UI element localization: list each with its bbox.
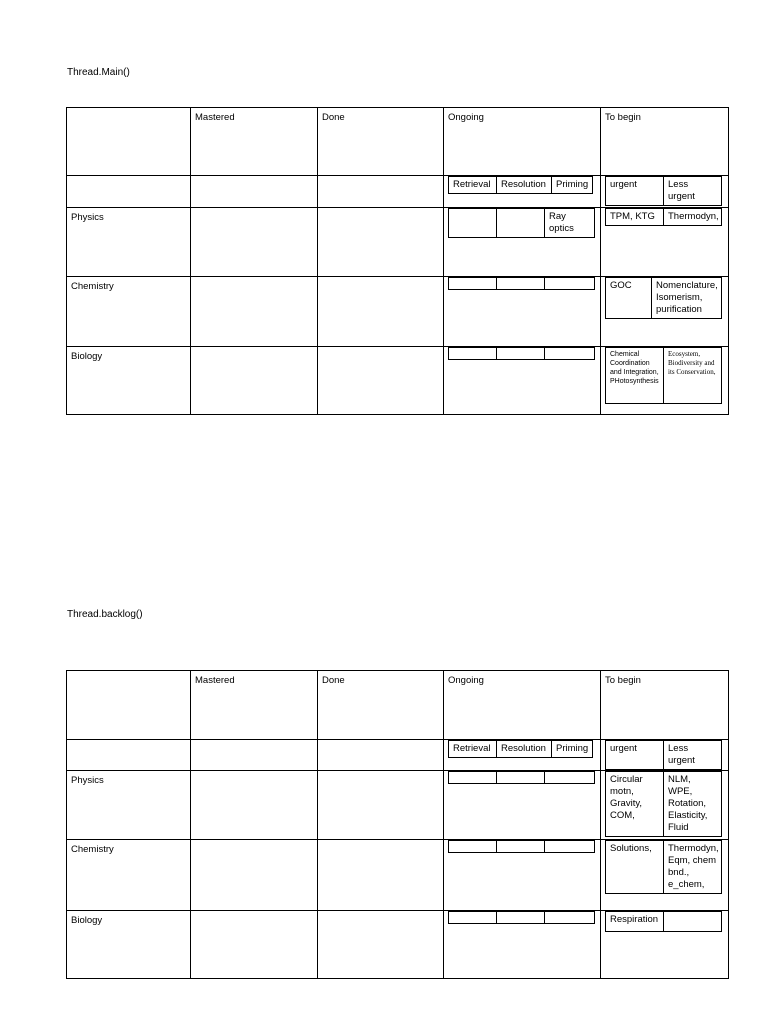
header-to-begin: To begin (601, 108, 729, 176)
table-row (67, 176, 729, 208)
table-row: Chemistry GOC Nomenclature, Isomerism, purification (67, 277, 729, 347)
backlog-heading: Thread.backlog() (67, 609, 143, 620)
table-row: Biology Respiration (67, 911, 729, 979)
ongoing-subheader: Retrieval Resolution Priming (448, 176, 593, 194)
to-begin-subheader: urgent Less urgent (605, 176, 722, 206)
header-mastered: Mastered (191, 108, 318, 176)
header-done: Done (318, 108, 444, 176)
table-row: Mastered Done Ongoing To begin (67, 671, 729, 740)
main-heading: Thread.Main() (67, 67, 130, 78)
table-row: Chemistry Solutions, Thermodyn, Eqm, chem bnd., e_chem, (67, 840, 729, 911)
header-ongoing: Ongoing (444, 108, 601, 176)
row-label-biology: Biology (67, 347, 191, 415)
table-row: Physics Ray optics TPM, KTG Thermodyn, (67, 208, 729, 277)
row-label-chemistry: Chemistry (67, 277, 191, 347)
table-row: Biology Chemical Coordination and Integration, PHotosynthesis Ecosystem, Biodiversity and its Conservation, (67, 347, 729, 415)
row-label-physics: Physics (67, 208, 191, 277)
table-row: Retrieval Resolution Priming urgent Less urgent (67, 740, 729, 771)
corner-cell (67, 108, 191, 176)
main-table (66, 107, 729, 415)
table-row (67, 108, 729, 176)
table-row: Physics Circular motn, Gravity, COM, NLM, WPE, Rotation, Elasticity, Fluid (67, 771, 729, 840)
backlog-table (66, 670, 729, 979)
